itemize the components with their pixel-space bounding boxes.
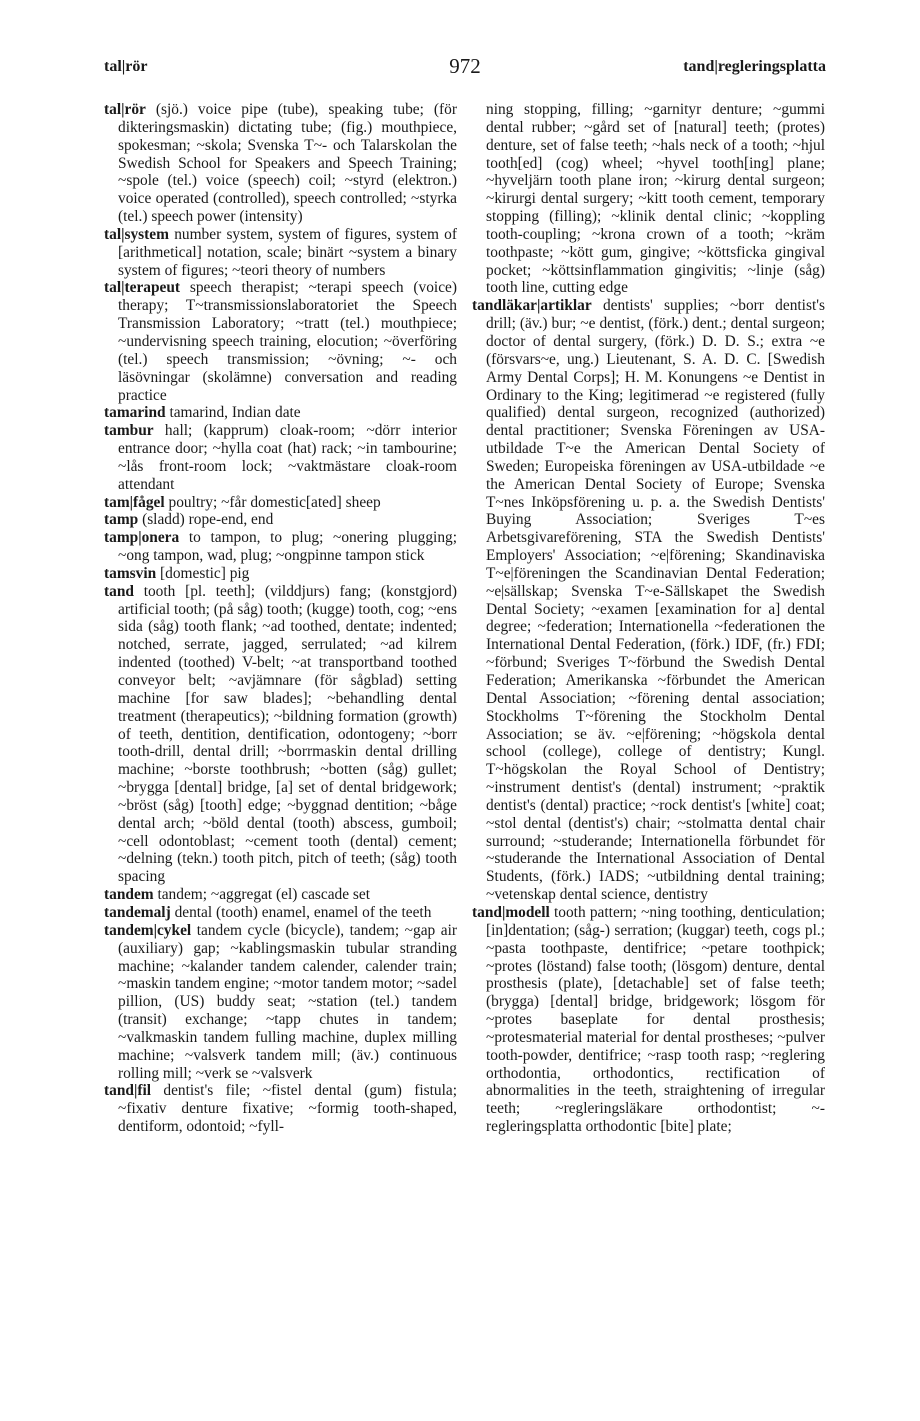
dictionary-entry bbox=[104, 404, 457, 422]
dictionary-entry bbox=[104, 1082, 461, 1136]
guide-word-left: tal|rör bbox=[104, 58, 148, 75]
entry-headword: tal|terapeut bbox=[104, 279, 181, 297]
entry-definition: ning stopping, filling; ~garnityr denture; ~gummi dental rubber; ~gård set of [natural] teeth; (protes) denture, set of false teeth; ~hals neck of a tooth; ~hjul tooth[ed] (cog) wheel; ~hyvel tooth[ing] plane; ~hyveljärn tooth plane iron; ~kirurg dental surgeon; ~kirurgi dental surgery; ~kitt tooth cement, temporary stopping (filling); ~klinik dental clinic; ~koppling tooth-coupling; ~krona crown of a tooth; ~kräm toothpaste; ~kött gum, gingive; ~köttsficka gingival pocket; ~köttsinflammation gingivitis; ~linje (såg) tooth line, cutting edge bbox=[486, 101, 829, 297]
entry-headword: tandläkar|artiklar bbox=[472, 297, 592, 315]
entry-definition: dentists' supplies; ~borr dentist's drill; (äv.) bur; ~e dentist, (förk.) dent.; dental surgeon; doctor of dental surgery, (förk.) D. D. S.; extra ~e (försvars~e, ung.) Lieutenant, S. A. D. C. [Swedish Army Dental Corps]; H. M. Konungens ~e Dentist in Ordinary to the King; legitimerad ~e registered (fully qualified) dental surgeon, recognized (authorized) dental practitioner; Svenska Föreningen av USA-utbildade T~e the American Dental Society of Sweden; Europeiska föreningen av USA-utbildade ~e the American Dental Society of Europe; Svenska T~nes Inköpsförening u. p. a. the Swedish Dentists' Buying Association; Sveriges T~es Arbetsgivareförening, STA the Swedish Dentists' Employers' Association; ~e|förening; Skandinaviska T~e|föreningen the Scandinavian Dental Federation; ~e|sällskap; Svenska T~e-Sällskapet the Swedish Dental Society; ~examen [examination for a] dental degree; ~federation; Internationella ~federationen the International Dental Federation, (förk.) IDF, (fr.) FDI; ~förbund; Sveriges T~förbund the Swedish Dental Federation; Amerikanska ~förbundet the American Dental Association; ~förening dental association; Stockholms T~förening the Stockholm Dental Association; se äv. ~e|förening; ~högskola dental school (college), college of dentistry; Kungl. T~högskolan the Royal School of Dentistry; ~instrument dentist's (dental) instrument; ~praktik dentist's (dental) practice; ~rock dentist's [white] coat; ~stol dental (dentist's) chair; ~stolmatta dental chair surround; ~studerande; Internationella förbundet för ~studerande the International Association of Dental Students, (förk.) IADS; ~utbildning dental training; ~vetenskap dental science, dentistry bbox=[486, 297, 829, 904]
entry-headword: tand bbox=[104, 582, 134, 600]
right-column bbox=[472, 101, 829, 1136]
entry-definition: (sladd) rope-end, end bbox=[142, 511, 274, 529]
entry-definition: tooth pattern; ~ning toothing, denticulation; [in]dentation; (såg-) serration; (kuggar) teeth, cogs pl.; ~pasta toothpaste, dentifrice; ~petare toothpick; ~protes (löstand) false tooth; (lösgom) denture, dental prosthesis (plate), [detachable] set of false teeth; (brygga) [dental] bridge, bridgework; lösgom för ~protes baseplate for dental prosthesis; ~protesmaterial material for dental prostheses; ~pulver tooth-powder, dentifrice; ~rasp tooth rasp; ~reglering orthodontia, orthodontics, rectification of abnormalities in the teeth, straightening of irregular teeth; ~regleringsläkare orthodontist; ~-regleringsplatta orthodontic [bite] plate; bbox=[486, 903, 829, 1136]
entry-definition: poultry; ~får domestic[ated] sheep bbox=[168, 493, 381, 511]
dictionary-entry bbox=[104, 886, 457, 904]
entry-headword: tand|modell bbox=[472, 903, 550, 921]
entry-definition: (sjö.) voice pipe (tube), speaking tube; (för dikteringsmaskin) dictating tube; (fig.) mouthpiece, spokesman; ~skola; Svenska T~- och Talarskolan the Swedish School for Speakers and Speech Training; ~spole (tel.) voice (speech) coil; ~styrd (elektron.) voice operated (controlled), speech controlled; ~styrka (tel.) speech power (intensity) bbox=[118, 101, 461, 226]
dictionary-entry bbox=[104, 101, 461, 226]
entry-headword: tandem bbox=[104, 886, 154, 904]
dictionary-entry bbox=[104, 565, 457, 583]
entry-headword: tambur bbox=[104, 422, 154, 440]
dictionary-entry bbox=[104, 494, 457, 512]
dictionary-entry bbox=[104, 225, 461, 280]
page-number: 972 bbox=[449, 54, 481, 78]
entry-headword: tam|fågel bbox=[104, 493, 165, 511]
entry-definition: tandem; ~aggregat (el) cascade set bbox=[157, 886, 371, 904]
dictionary-entry bbox=[104, 529, 461, 565]
dictionary-entry bbox=[104, 582, 461, 886]
entry-definition: to tampon, to plug; ~onering plugging; ~ong tampon, wad, plug; ~ongpinne tampon stick bbox=[118, 529, 461, 565]
entry-headword: tamp|onera bbox=[104, 529, 180, 547]
dictionary-entry bbox=[104, 921, 461, 1083]
entry-definition: number system, system of figures, system of [arithmetical] notation, scale; binärt ~system a binary system of figures; ~teori theory of numbers bbox=[118, 225, 461, 279]
dictionary-entry bbox=[104, 904, 457, 922]
entry-headword: tand|fil bbox=[104, 1082, 152, 1100]
dictionary-entry bbox=[104, 511, 457, 529]
entry-definition: [domestic] pig bbox=[160, 564, 250, 582]
dictionary-entry bbox=[104, 279, 461, 404]
guide-word-right: tand|regleringsplatta bbox=[683, 58, 826, 75]
dictionary-entry bbox=[104, 422, 461, 493]
dictionary-entry-continued bbox=[472, 101, 829, 297]
entry-definition: tooth [pl. teeth]; (vilddjurs) fang; (konstgjord) artificial tooth; (på såg) tooth; (kugge) tooth, cog; ~ens sida (såg) tooth flank; ~ad toothed, dentate; indented; notched, serrate, jagged, serrulated; ~ad kilrem indented (toothed) V-belt; ~at transportband toothed conveyor belt; ~avjämnare (för sågblad) setting machine [for saw blades]; ~behandling dental treatment (therapeutics); ~bildning formation (growth) of teeth, dentition, dentification, odontogeny; ~borr tooth-drill, dental drill; ~borrmaskin dental drilling machine; ~borste toothbrush; ~botten (såg) gullet; ~brygga [dental] bridge, [a] set of dental bridgework; ~bröst (såg) [tooth] edge; ~byggnad dentition; ~båge dental arch; ~böld dental (tooth) abscess, gumboil; ~cell odontoblast; ~cement tooth (dental) cement; ~delning (tekn.) tooth pitch, pitch of teeth; (såg) tooth spacing bbox=[118, 582, 461, 886]
dictionary-entry bbox=[472, 903, 829, 1136]
entry-headword: tamp bbox=[104, 511, 139, 529]
entry-headword: tal|system bbox=[104, 225, 169, 243]
entry-headword: tamsvin bbox=[104, 564, 157, 582]
left-column bbox=[104, 101, 461, 1136]
entry-headword: tamarind bbox=[104, 404, 166, 422]
entry-definition: tamarind, Indian date bbox=[169, 404, 301, 422]
entry-definition: dentist's file; ~fistel dental (gum) fistula; ~fixativ denture fixative; ~formig tooth-shaped, dentiform, odontoid; ~fyll- bbox=[118, 1082, 461, 1136]
entry-definition: speech therapist; ~terapi speech (voice) therapy; T~transmissionslaboratoriet the Speech Transmission Laboratory; ~tratt (tel.) mouthpiece; ~undervisning speech training, elocution; ~överföring (tel.) speech transmission; ~övning; ~- och läsövningar (skolämne) conversation and reading practice bbox=[118, 279, 461, 404]
entry-definition: hall; (kapprum) cloak-room; ~dörr interior entrance door; ~hylla coat (hat) rack; ~in tambourine; ~lås front-room lock; ~vaktmästare cloak-room attendant bbox=[118, 422, 461, 493]
entry-headword: tandemalj bbox=[104, 903, 171, 921]
entry-definition: dental (tooth) enamel, enamel of the teeth bbox=[174, 903, 432, 921]
page-header bbox=[104, 54, 826, 84]
entry-definition: tandem cycle (bicycle), tandem; ~gap air (auxiliary) gap; ~kablingsmaskin tubular stranding machine; ~kalander tandem calender, calender train; ~maskin tandem engine; ~motor tandem motor; ~sadel pillion, (US) buddy seat; ~station (tel.) tandem (transit) exchange; ~tapp chutes in tandem; ~valkmaskin tandem fulling machine, duplex milling machine; ~valsverk tandem mill; (äv.) continuous rolling mill; ~verk se ~valsverk bbox=[118, 921, 461, 1082]
entry-headword: tandem|cykel bbox=[104, 921, 192, 939]
dictionary-entry bbox=[472, 297, 829, 904]
entry-headword: tal|rör bbox=[104, 101, 146, 118]
